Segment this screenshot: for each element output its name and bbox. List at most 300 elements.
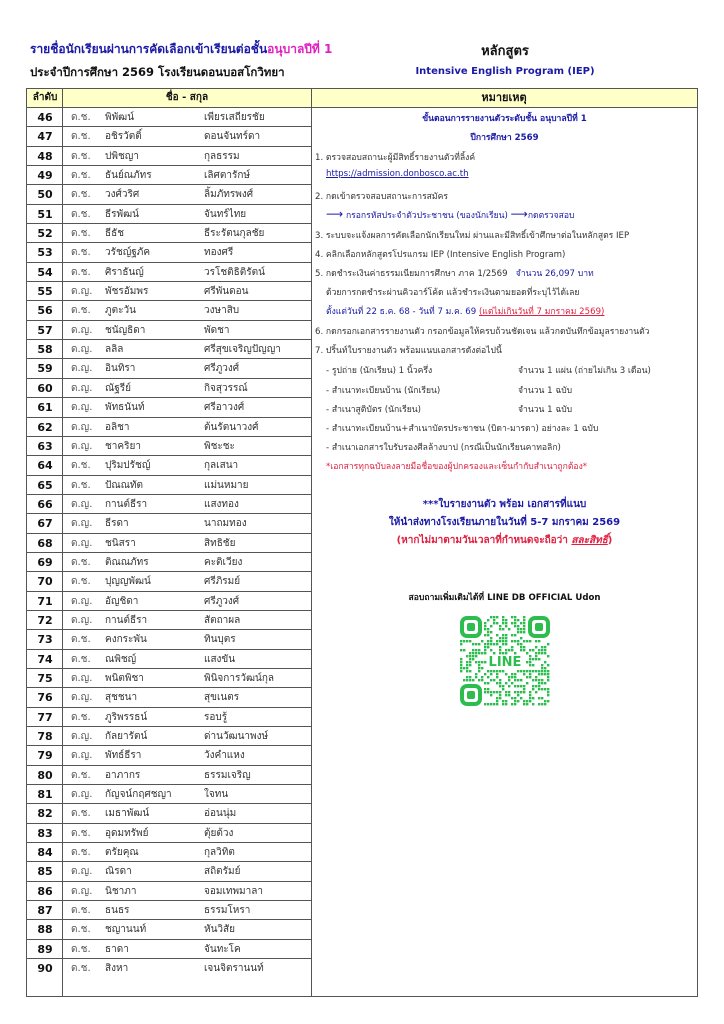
qr-module: [544, 700, 546, 702]
qr-module: [475, 643, 477, 645]
row-last-name: วงษาสิบ: [204, 305, 240, 317]
qr-module: [517, 625, 519, 627]
document-subtitle: ประจำปีการศึกษา 2569 โรงเรียนดอนบอสโกวิทยา: [30, 65, 285, 79]
row-first-name: พัทธนันท์: [105, 402, 145, 414]
table-row: [27, 882, 311, 901]
qr-module: [532, 670, 534, 672]
qr-module: [541, 688, 543, 690]
table-row: [27, 495, 311, 514]
qr-module: [520, 685, 522, 687]
qr-module: [529, 676, 531, 678]
qr-module: [520, 631, 522, 633]
qr-module: [466, 661, 468, 663]
qr-finder-dot: [535, 623, 543, 631]
row-number: 85: [37, 865, 53, 879]
row-last-name: หันวิสัย: [204, 924, 236, 936]
document-title: [30, 40, 332, 59]
qr-module: [526, 640, 528, 642]
qr-module: [520, 622, 522, 624]
qr-module: [490, 703, 492, 705]
row-last-name: พินิจการวัฒน์กุล: [204, 672, 274, 684]
notes-panel: [312, 108, 697, 996]
row-prefix: ด.ญ.: [71, 537, 93, 549]
row-prefix: ด.ช.: [71, 266, 91, 278]
qr-module: [478, 679, 480, 681]
qr-module: [463, 667, 465, 669]
row-last-name: ศรีอาวงศ์: [204, 402, 245, 414]
row-prefix: ด.ญ.: [71, 363, 93, 375]
qr-module: [493, 622, 495, 624]
qr-module: [538, 685, 540, 687]
header-note: หมายเหตุ: [481, 91, 527, 104]
qr-module: [475, 676, 477, 678]
title-level: อนุบาลปีที่ 1: [267, 42, 333, 56]
row-first-name: เมธาพัฒน์: [105, 808, 150, 820]
qr-module: [544, 673, 546, 675]
step-1: 1. ตรวจสอบสถานะผู้มีสิทธิ์รายงานตัวที่ลิ้งค์: [315, 153, 476, 163]
qr-module: [484, 661, 486, 663]
qr-module: [499, 646, 501, 648]
qr-module: [529, 640, 531, 642]
row-first-name: กานต์ธีรา: [105, 498, 148, 510]
qr-module: [484, 646, 486, 648]
qr-module: [547, 664, 549, 666]
table-row: [27, 901, 311, 920]
qr-module: [529, 655, 531, 657]
submit-line-3: [312, 533, 697, 548]
row-prefix: ด.ญ.: [71, 672, 93, 684]
doc-qty: จำนวน 1 ฉบับ: [518, 405, 573, 415]
qr-module: [523, 616, 525, 618]
qr-module: [499, 697, 501, 699]
qr-module: [508, 691, 510, 693]
qr-module: [490, 640, 492, 642]
row-first-name: ชญานนท์: [105, 924, 147, 936]
row-first-name: พัชรอัมพร: [105, 286, 149, 298]
qr-module: [496, 691, 498, 693]
qr-module: [520, 637, 522, 639]
qr-module: [490, 691, 492, 693]
row-number: 88: [37, 923, 53, 937]
row-first-name: ธีรพัฒน์: [105, 208, 139, 220]
qr-module: [481, 679, 483, 681]
table-row: [27, 321, 311, 340]
row-number: 51: [37, 207, 53, 221]
qr-module: [496, 643, 498, 645]
qr-module: [511, 673, 513, 675]
qr-module: [481, 652, 483, 654]
qr-module: [505, 625, 507, 627]
doc-item: - สำเนาทะเบียนบ้าน (นักเรียน): [326, 385, 441, 396]
row-number: 61: [37, 401, 53, 415]
qr-module: [535, 685, 537, 687]
row-number: 79: [37, 749, 53, 763]
qr-module: [517, 631, 519, 633]
row-number: 62: [37, 420, 53, 434]
qr-module: [514, 640, 516, 642]
qr-module: [535, 676, 537, 678]
step-2: 2. กดเข้าตรวจสอบสถานะการสมัคร: [315, 192, 448, 202]
qr-module: [514, 697, 516, 699]
step-7: 7. ปริ้นท์ใบรายงานตัว พร้อมแนบเอกสารดังต่อไปนี้: [315, 346, 502, 356]
qr-module: [460, 670, 462, 672]
table-row: [27, 166, 311, 185]
qr-module: [526, 670, 528, 672]
table-row: [27, 650, 311, 669]
qr-module: [493, 670, 495, 672]
row-prefix: ด.ช.: [71, 228, 91, 240]
qr-module: [517, 643, 519, 645]
table-row: [27, 572, 311, 591]
qr-module: [529, 664, 531, 666]
row-prefix: ด.ช.: [71, 827, 91, 839]
table-row: [27, 766, 311, 785]
row-prefix: ด.ญ.: [71, 518, 93, 530]
row-number: 67: [37, 517, 53, 531]
qr-module: [520, 691, 522, 693]
qr-module: [544, 688, 546, 690]
qr-module: [523, 673, 525, 675]
qr-finder-dot: [467, 623, 475, 631]
qr-module: [487, 619, 489, 621]
row-number: 53: [37, 246, 53, 260]
table-row: [27, 205, 311, 224]
row-prefix: ด.ช.: [71, 170, 91, 182]
qr-module: [508, 649, 510, 651]
qr-module: [508, 685, 510, 687]
qr-module: [466, 655, 468, 657]
qr-module: [523, 622, 525, 624]
notes-year: ปีการศึกษา 2569: [470, 133, 539, 143]
qr-module: [478, 661, 480, 663]
qr-module: [523, 691, 525, 693]
qr-module: [517, 619, 519, 621]
qr-module: [514, 616, 516, 618]
qr-module: [466, 667, 468, 669]
row-last-name: พัดชา: [204, 324, 230, 336]
row-first-name: ชาคริยา: [105, 440, 141, 452]
qr-module: [484, 643, 486, 645]
arrow-right-icon: ⟶: [510, 207, 528, 221]
table-row: [27, 263, 311, 282]
qr-module: [535, 646, 537, 648]
forfeit-emphasis: สละสิทธิ์: [571, 535, 608, 546]
signature-note: *เอกสารทุกฉบับลงลายมือชื่อของผู้ปกครองและเซ็นกำกับสำเนาถูกต้อง*: [326, 462, 588, 472]
table-row: [27, 804, 311, 823]
qr-module: [487, 670, 489, 672]
row-first-name: ลลิล: [105, 344, 124, 356]
qr-module: [538, 697, 540, 699]
qr-module: [538, 652, 540, 654]
table-row: [27, 456, 311, 475]
row-first-name: กานต์ธีรา: [105, 614, 148, 626]
table-row: [27, 534, 311, 553]
forfeit-text: (หากไม่มาตามวันเวลาที่กำหนดจะถือว่า: [396, 535, 572, 546]
qr-module: [490, 625, 492, 627]
row-number: 87: [37, 904, 53, 918]
qr-module: [505, 637, 507, 639]
doc-item: - รูปถ่าย (นักเรียน) 1 นิ้วครึ่ง: [326, 366, 433, 376]
row-number: 59: [37, 362, 53, 376]
row-first-name: ชนัญธิดา: [105, 324, 146, 336]
row-last-name: คะติเวียง: [204, 556, 243, 568]
program-name: Intensive English Program (IEP): [415, 66, 595, 77]
row-number: 71: [37, 594, 53, 608]
qr-module: [529, 649, 531, 651]
qr-module: [493, 691, 495, 693]
qr-module: [505, 649, 507, 651]
qr-module: [535, 640, 537, 642]
qr-module: [502, 688, 504, 690]
table-row: [27, 379, 311, 398]
qr-module: [529, 658, 531, 660]
qr-module: [511, 646, 513, 648]
row-first-name: กัลยารัตน์: [105, 731, 148, 742]
qr-module: [535, 670, 537, 672]
row-first-name: ชนิสรา: [105, 537, 136, 549]
qr-module: [523, 670, 525, 672]
qr-module: [535, 679, 537, 681]
qr-module: [484, 652, 486, 654]
row-prefix: ด.ญ.: [71, 440, 93, 452]
qr-module: [538, 640, 540, 642]
qr-module: [520, 670, 522, 672]
qr-module: [520, 649, 522, 651]
qr-module: [544, 646, 546, 648]
qr-module: [460, 649, 462, 651]
row-first-name: ภูริพรรธน์: [105, 711, 148, 723]
row-last-name: ศรีภูวงศ์: [204, 595, 240, 607]
qr-module: [532, 679, 534, 681]
step-5: [315, 266, 594, 280]
qr-module: [523, 619, 525, 621]
qr-module: [490, 649, 492, 651]
row-last-name: ใจทน: [204, 789, 229, 801]
qr-module: [547, 688, 549, 690]
row-prefix: ด.ช.: [71, 711, 91, 723]
qr-module: [523, 703, 525, 705]
qr-module: [535, 691, 537, 693]
doc-item: - สำเนาสูติบัตร (นักเรียน): [326, 405, 421, 415]
qr-module: [541, 649, 543, 651]
row-first-name: ติณณภัทร: [105, 556, 149, 568]
fee-amount: จำนวน 26,097 บาท: [515, 269, 594, 279]
row-last-name: ดอนจันทร์ดา: [204, 131, 261, 143]
qr-module: [538, 679, 540, 681]
qr-module: [502, 703, 504, 705]
qr-module: [529, 670, 531, 672]
qr-module: [523, 646, 525, 648]
qr-module: [484, 634, 486, 636]
row-last-name: กุลวิทิต: [204, 847, 235, 859]
qr-module: [469, 658, 471, 660]
row-number: 58: [37, 343, 53, 357]
qr-module: [463, 649, 465, 651]
qr-module: [514, 622, 516, 624]
qr-module: [472, 655, 474, 657]
qr-module: [490, 694, 492, 696]
row-last-name: ศรีภิรมย์: [204, 576, 241, 588]
qr-module: [538, 703, 540, 705]
qr-finder-dot: [467, 691, 475, 699]
qr-module: [463, 679, 465, 681]
qr-module: [499, 637, 501, 639]
admission-link[interactable]: https://admission.donbosco.ac.th: [326, 169, 469, 179]
qr-module: [523, 631, 525, 633]
table-row: [27, 398, 311, 417]
row-first-name: สิงหา: [105, 963, 129, 975]
qr-module: [529, 691, 531, 693]
qr-module: [469, 640, 471, 642]
qr-module: [517, 694, 519, 696]
row-first-name: คงกระพัน: [105, 634, 147, 646]
table-row: [27, 920, 311, 939]
qr-module: [487, 643, 489, 645]
row-last-name: กุลธรรม: [204, 150, 240, 162]
qr-module: [502, 637, 504, 639]
row-last-name: ด่านวัฒนาพงษ์: [204, 731, 269, 742]
table-row: [27, 843, 311, 862]
qr-module: [517, 679, 519, 681]
qr-module: [547, 700, 549, 702]
row-number: 46: [37, 111, 53, 124]
qr-module: [490, 670, 492, 672]
qr-module: [493, 616, 495, 618]
row-prefix: ด.ช.: [71, 305, 91, 317]
qr-module: [496, 622, 498, 624]
row-prefix: ด.ญ.: [71, 421, 93, 433]
qr-module: [499, 694, 501, 696]
qr-module: [481, 661, 483, 663]
qr-module: [514, 700, 516, 702]
qr-module: [541, 667, 543, 669]
step-2-sub1: กรอกรหัสประจำตัวประชาชน (ของนักเรียน): [345, 211, 508, 221]
qr-module: [469, 679, 471, 681]
row-last-name: กิจสุวรรณ์: [204, 382, 248, 394]
row-number: 70: [37, 575, 53, 589]
row-number: 55: [37, 285, 53, 299]
step-5-dates: [326, 304, 604, 318]
qr-module: [487, 628, 489, 630]
row-last-name: สถิตรัมย์: [204, 866, 241, 878]
row-last-name: แม่นหมาย: [204, 479, 249, 491]
qr-module: [481, 667, 483, 669]
qr-module: [487, 631, 489, 633]
qr-module: [523, 685, 525, 687]
qr-module: [538, 682, 540, 684]
qr-module: [460, 658, 462, 660]
qr-module: [505, 640, 507, 642]
qr-module: [496, 673, 498, 675]
qr-module: [544, 682, 546, 684]
row-prefix: ด.ช.: [71, 963, 91, 975]
qr-module: [529, 697, 531, 699]
row-last-name: สัตถาผล: [204, 614, 241, 626]
qr-module: [469, 652, 471, 654]
qr-module: [487, 676, 489, 678]
row-first-name: อุดมทรัพย์: [105, 827, 149, 839]
contact-line: สอบถามเพิ่มเติมได้ที่ LINE DB OFFICIAL Udon: [408, 593, 601, 603]
row-first-name: วรัชญ์ฐภัค: [105, 247, 151, 259]
line-qr-code-icon[interactable]: [460, 616, 550, 706]
qr-module: [478, 643, 480, 645]
table-row: [27, 147, 311, 166]
qr-module: [499, 640, 501, 642]
student-table: [26, 88, 698, 997]
row-first-name: ปพิชญา: [105, 150, 139, 162]
qr-module: [511, 697, 513, 699]
qr-module: [538, 688, 540, 690]
step-5-text: 5. กดชำระเงินค่าธรรมเนียมการศึกษา ภาค 1/2569: [315, 269, 508, 279]
qr-module: [475, 652, 477, 654]
row-number: 75: [37, 671, 53, 685]
row-first-name: ธีธัช: [105, 228, 124, 240]
qr-module: [529, 694, 531, 696]
row-number: 74: [37, 652, 53, 666]
row-last-name: เพียรเสถียรชัย: [204, 112, 265, 123]
row-last-name: ทินบุตร: [204, 634, 236, 646]
qr-module: [541, 703, 543, 705]
qr-module: [484, 703, 486, 705]
row-prefix: ด.ญ.: [71, 885, 93, 897]
row-number: 81: [37, 788, 53, 802]
row-prefix: ด.ช.: [71, 247, 91, 259]
row-number: 72: [37, 613, 53, 627]
doc-qty: จำนวน 1 ฉบับ: [518, 385, 573, 396]
qr-module: [523, 640, 525, 642]
title-main: รายชื่อนักเรียนผ่านการคัดเลือกเข้าเรียนต่อชั้น: [30, 42, 268, 56]
qr-module: [532, 685, 534, 687]
qr-module: [523, 649, 525, 651]
row-number: 78: [37, 730, 53, 743]
qr-module: [514, 703, 516, 705]
row-number: 52: [37, 227, 53, 241]
qr-module: [514, 685, 516, 687]
row-number: 48: [37, 149, 53, 163]
table-row: [27, 785, 311, 804]
pay-date-range: ตั้งแต่วันที่ 22 ธ.ค. 68 - วันที่ 7 ม.ค. 69: [326, 307, 477, 317]
qr-module: [544, 649, 546, 651]
row-last-name: รอบรู้: [204, 711, 228, 723]
qr-module: [472, 679, 474, 681]
qr-module: [505, 643, 507, 645]
qr-module: [499, 670, 501, 672]
qr-module: [484, 682, 486, 684]
qr-module: [487, 703, 489, 705]
row-last-name: ตุ้ยต้วง: [204, 827, 234, 839]
qr-module: [502, 634, 504, 636]
qr-module: [526, 661, 528, 663]
row-number: 73: [37, 633, 53, 647]
qr-module: [460, 661, 462, 663]
qr-module: [523, 688, 525, 690]
qr-module: [496, 700, 498, 702]
qr-module: [496, 634, 498, 636]
qr-module: [499, 691, 501, 693]
qr-module: [517, 685, 519, 687]
qr-module: [541, 682, 543, 684]
table-row: [27, 476, 311, 495]
qr-module: [469, 655, 471, 657]
qr-module: [493, 679, 495, 681]
row-last-name: แสงขัน: [204, 653, 236, 665]
row-number: 60: [37, 381, 53, 395]
qr-module: [541, 673, 543, 675]
qr-module: [505, 703, 507, 705]
qr-module: [544, 661, 546, 663]
row-first-name: ภูตะวัน: [105, 305, 136, 317]
qr-module: [520, 646, 522, 648]
